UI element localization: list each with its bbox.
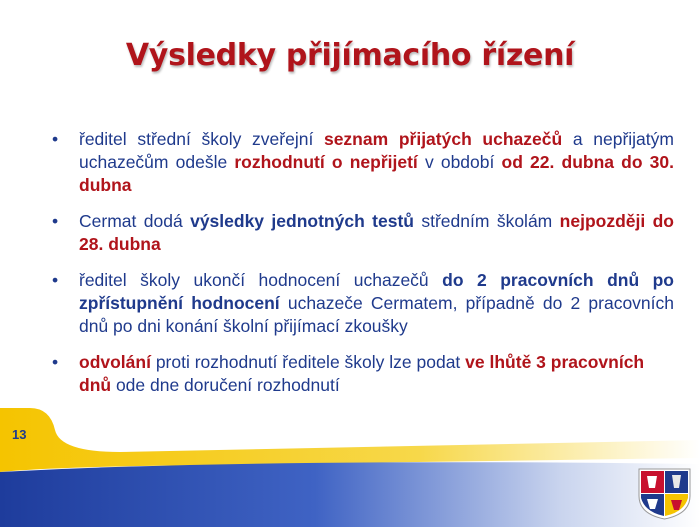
bullet-text: ředitel školy ukončí hodnocení uchazečů xyxy=(79,270,443,290)
bullet-dot-icon: • xyxy=(52,270,59,290)
bullet-text: středním školám xyxy=(413,211,560,231)
page-number: 13 xyxy=(12,427,27,442)
highlight-blue: výsledky jednotných testů xyxy=(190,211,414,231)
highlight-red: nejpozději do 28. dubna xyxy=(79,211,674,254)
bullet-dot-icon: • xyxy=(52,352,59,372)
highlight-red: seznam přijatých uchazečů xyxy=(323,129,563,149)
highlight-red: od 22. dubna do 30. dubna xyxy=(79,152,674,195)
bullet-text: uchazeče Cermatem, případně do 2 pracovních dnů po dni konání školní přijímací zkoušky xyxy=(79,293,675,336)
highlight-blue: do 2 pracovních dnů po zpřístupnění hodnocení xyxy=(79,270,674,313)
bullet-text: Cermat dodá xyxy=(79,211,191,231)
bullet-dot-icon: • xyxy=(52,129,59,149)
bullet-text: ode dne doručení rozhodnutí xyxy=(111,375,340,395)
bullet-text: a nepřijatým uchazečům odešle xyxy=(79,129,674,172)
bullet-item xyxy=(52,128,674,197)
highlight-red: ve lhůtě 3 pracovních dnů xyxy=(79,352,645,395)
bullet-text: v období xyxy=(417,152,502,172)
slide-title: Výsledky přijímacího řízení xyxy=(125,38,575,73)
blue-band xyxy=(0,462,700,527)
highlight-red: rozhodnutí o nepřijetí xyxy=(234,152,418,172)
bullet-list xyxy=(52,128,674,410)
highlight-red: odvolání xyxy=(79,352,151,372)
bullet-text: proti rozhodnutí ředitele školy lze podat xyxy=(150,352,466,372)
yellow-swoosh xyxy=(0,408,700,472)
bullet-dot-icon: • xyxy=(52,211,59,231)
bullet-text: ředitel střední školy zveřejní xyxy=(79,129,324,149)
bullet-item xyxy=(52,269,674,338)
bullet-item xyxy=(52,351,674,397)
bullet-item xyxy=(52,210,674,256)
footer-swoosh xyxy=(0,400,700,527)
czech-coat-of-arms-icon xyxy=(637,466,692,521)
